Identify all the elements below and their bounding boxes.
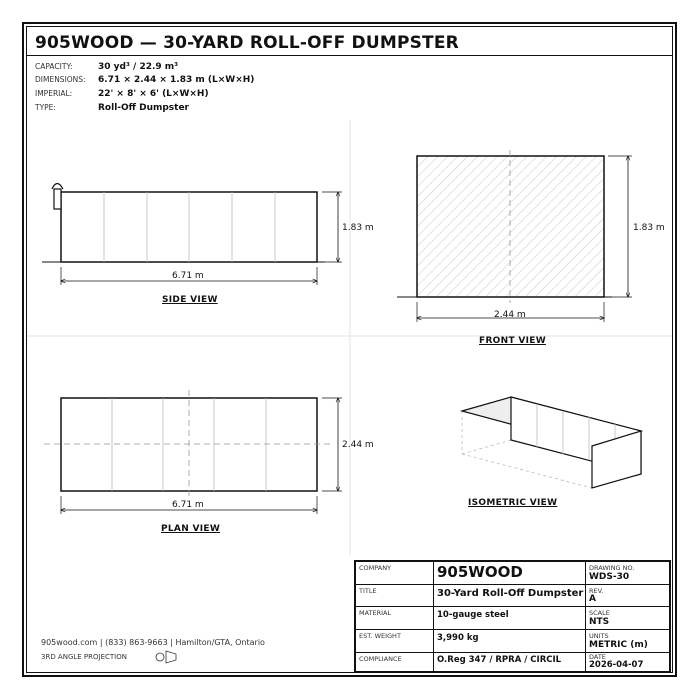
tb-compliance-cell [434,653,586,671]
tb-compliance-label-cell: COMPLIANCE [356,653,434,671]
side-hook-post [54,189,61,209]
tb-weight-cell [434,630,586,653]
plan-width-label: 2.44 m [342,440,374,450]
company-name: 905WOOD [437,563,523,581]
projection-symbol [156,651,176,663]
tb-company-label-cell: COMPANY [356,562,434,585]
weight-value: 3,990 kg [437,633,479,643]
spec-imperial: IMPERIAL: 22' × 8' × 6' (L×W×H) [35,89,209,99]
iso-hidden-edge [462,454,592,488]
front-height-label: 1.83 m [633,223,665,233]
spec-type: TYPE: Roll-Off Dumpster [35,103,189,113]
scale-value: NTS [589,617,610,627]
material-value: 10-gauge steel [437,610,509,620]
side-view-label: SIDE VIEW [162,295,218,305]
drawing-title: 905WOOD — 30-YARD ROLL-OFF DUMPSTER [35,33,459,53]
isometric-view-label: ISOMETRIC VIEW [468,498,558,508]
drawing-number: WDS-30 [589,572,630,582]
projection-cone [166,651,176,663]
isometric-view-drawing [462,397,641,488]
front-view-label: FRONT VIEW [479,336,546,346]
tb-material-label-cell: MATERIAL [356,607,434,630]
projection-label: 3RD ANGLE PROJECTION [41,653,127,661]
front-body [417,156,604,297]
tb-title-cell [434,585,586,607]
side-view-drawing [42,184,342,286]
spec-dimensions: DIMENSIONS: 6.71 × 2.44 × 1.83 m (L×W×H) [35,75,255,85]
tb-title-label-cell: TITLE [356,585,434,607]
units-value: METRIC (m) [589,640,648,650]
date-value: 2026-04-07 [589,660,644,670]
side-length-label: 6.71 m [172,271,204,281]
plan-view-label: PLAN VIEW [161,524,221,534]
footer-contact: 905wood.com | (833) 863-9663 | Hamilton/GTA, Ontario [41,638,265,647]
compliance-value: O.Reg 347 / RPRA / CIRCIL [437,655,562,665]
tb-date-cell: DATE 2026-04-07 [589,653,644,670]
tb-units-cell: UNITS METRIC (m) [586,630,669,653]
plan-length-label: 6.71 m [172,500,204,510]
spec-capacity: CAPACITY: 30 yd³ / 22.9 m³ [35,62,179,72]
iso-hidden-edge [462,440,511,454]
front-width-label: 2.44 m [494,310,526,320]
plan-view-drawing [44,390,342,514]
tb-scale-cell: SCALE NTS [586,607,669,630]
revision-value: A [589,594,596,604]
projection-circle [156,653,164,661]
tb-company-cell [434,562,586,585]
tb-drawing-no-cell: DRAWING NO. WDS-30 [586,562,669,585]
title-block [354,560,671,673]
side-hook-loop [52,184,63,190]
drawing-title-value: 30-Yard Roll-Off Dumpster [437,588,584,599]
front-view-drawing [397,150,632,322]
tb-weight-label-cell: EST. WEIGHT [356,630,434,653]
tb-material-cell [434,607,586,630]
side-height-label: 1.83 m [342,223,374,233]
tb-rev-cell: REV. A [586,585,669,607]
